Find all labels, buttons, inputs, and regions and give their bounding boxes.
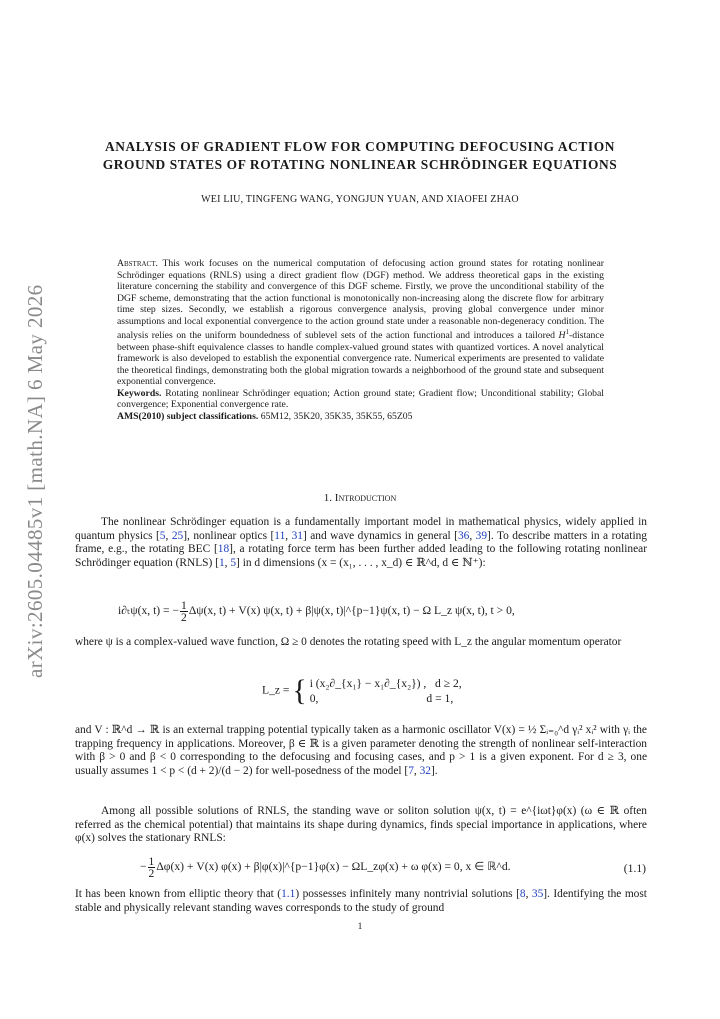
eq-lz-lhs: L_z = bbox=[262, 683, 290, 697]
ams-paragraph bbox=[117, 411, 604, 423]
section-number: 1. bbox=[323, 492, 333, 504]
abstract-block bbox=[117, 258, 604, 422]
paper-title bbox=[60, 138, 660, 174]
p1-text: , bbox=[224, 556, 231, 569]
abstract-text-2: -distance between phase-shift equivalence classes to handle complex-valued ground states with quantized vortices. A novel analytical framework is also developed to establish the exponential convergence rate. Numerical experiments are presented to validate the theoretical findings, demonstrating both the global migration towards a neighborhood of the ground state and subsequent exponential convergence. bbox=[117, 330, 604, 388]
cases-block bbox=[310, 676, 462, 706]
p5-text: , bbox=[525, 888, 532, 900]
citation-link[interactable]: 32 bbox=[419, 764, 431, 777]
p5-text: ) possesses infinitely many nontrivial solutions [ bbox=[295, 888, 520, 900]
case1-cond: d ≥ 2, bbox=[435, 677, 462, 690]
p1-text: , bbox=[285, 529, 292, 542]
eq-rnls-rhs: Δψ(x, t) + V(x) ψ(x, t) + β|ψ(x, t)|^{p−1}ψ(x, t) − Ω L_z ψ(x, t), t > 0, bbox=[188, 604, 515, 618]
eq-stat-rhs: Δφ(x) + V(x) φ(x) + β|φ(x)|^{p−1}φ(x) − ΩL_zφ(x) + ω φ(x) = 0, x ∈ ℝ^d. bbox=[156, 860, 511, 874]
citation-link[interactable]: 1 bbox=[218, 556, 225, 569]
case2-cond: d = 1, bbox=[426, 692, 454, 705]
intro-paragraph-2: where ψ is a complex-valued wave function, Ω ≥ 0 denotes the rotating speed with L_z the angular momentum operator bbox=[75, 636, 622, 648]
section-title: Introduction bbox=[334, 492, 397, 504]
equation-stationary bbox=[140, 856, 511, 879]
title-line-2: GROUND STATES OF ROTATING NONLINEAR SCHRÖDINGER EQUATIONS bbox=[102, 157, 618, 172]
fraction-half bbox=[148, 856, 156, 879]
abstract-text-1: This work focuses on the numerical computation of defocusing action ground states for rotating nonlinear Schrödinger equations (RNLS) using a direct gradient flow (DGF) method. We address theoretical gaps in the existing literature concerning the stability and convergence of this DGF scheme. Firstly, we prove the unconditional stability of the DGF scheme, demonstrating that the action functional is monotonically non-increasing along the discrete flow for arbitrary time step sizes. Secondly, we establish a rigorous convergence analysis, proving global convergence under minor assumptions and local exponential convergence to the action ground state under a reasonable non-degeneracy condition. The analysis relies on the uniform boundedness of sublevel sets of the action functional and introduces a tailored bbox=[117, 258, 605, 342]
citation-link[interactable]: 5 bbox=[230, 556, 237, 569]
p1-text: ] in d dimensions (x = (x₁, . . . , x_d) ∈ ℝ^d, d ∈ ℕ⁺): bbox=[236, 556, 486, 569]
citation-link[interactable]: 11 bbox=[274, 529, 286, 542]
abstract-math-h: H bbox=[558, 330, 566, 342]
abstract-math-sup: 1 bbox=[565, 328, 570, 336]
citation-link[interactable]: 35 bbox=[531, 888, 544, 900]
p1-text: ] and wave dynamics in general [ bbox=[302, 529, 458, 542]
equation-ref-link[interactable]: 1.1 bbox=[281, 888, 296, 900]
p1-text: The nonlinear Schrödinger equation is a fundamentally important model in mathematical physics, widely applied in quantum physics [ bbox=[75, 516, 647, 542]
ams-label: AMS(2010) subject classifications. bbox=[117, 410, 259, 422]
frac-den: 2 bbox=[181, 611, 187, 624]
p3-text: , bbox=[413, 764, 420, 777]
citation-link[interactable]: 31 bbox=[291, 529, 303, 542]
frac-den: 2 bbox=[148, 867, 155, 880]
frac-num: 1 bbox=[181, 599, 187, 612]
p3-text: and V : ℝ^d → ℝ is an external trapping potential typically taken as a harmonic oscillator V(x) = ½ Σᵢ₌₀^d γᵢ² xᵢ² with γᵢ the trapping frequency in applications. Moreover, β ∈ ℝ is a given parameter denoting the strength of nonlinear self-interaction with β > 0 and β < 0 corresponding to the defocusing and focusing cases, and p > 1 is a given exponent. For d ≥ 3, one usually assumes 1 < p < (d + 2)/(d − 2) for well-posedness of the model [ bbox=[75, 724, 647, 777]
p1-text: ], a rotating force term has been further added leading to the following rotating nonlinear Schrödinger equation (RNLS) [ bbox=[75, 543, 647, 569]
intro-paragraph-5 bbox=[75, 888, 647, 915]
section-heading bbox=[60, 492, 660, 504]
fraction-half bbox=[180, 600, 188, 623]
citation-link[interactable]: 39 bbox=[475, 529, 488, 542]
p3-text: ]. bbox=[430, 764, 438, 777]
frac-num: 1 bbox=[148, 855, 155, 868]
page-number: 1 bbox=[357, 922, 363, 932]
p1-text: ], nonlinear optics [ bbox=[183, 529, 275, 542]
abstract-paragraph bbox=[117, 258, 604, 388]
citation-link[interactable]: 25 bbox=[171, 529, 184, 542]
arxiv-stamp bbox=[14, 280, 54, 680]
ams-text: 65M12, 35K20, 35K35, 35K55, 65Z05 bbox=[260, 410, 413, 422]
p5-text: It has been known from elliptic theory that ( bbox=[75, 888, 282, 900]
equation-lz bbox=[262, 676, 462, 706]
intro-paragraph-4: Among all possible solutions of RNLS, the standing wave or soliton solution ψ(x, t) = e^{iωt}φ(x) (ω ∈ ℝ often referred as the chemical potential) that maintains its shape during dynamics, finds special importance in applications, where φ(x) solves the stationary RNLS: bbox=[75, 805, 647, 844]
case1-expr: i (x₂∂_{x₁} − x₁∂_{x₂}) , bbox=[309, 677, 427, 690]
keywords-paragraph bbox=[117, 388, 604, 411]
keywords-label: Keywords. bbox=[117, 387, 162, 399]
author-list: WEI LIU, TINGFENG WANG, YONGJUN YUAN, AND XIAOFEI ZHAO bbox=[201, 194, 519, 205]
citation-link[interactable]: 18 bbox=[217, 543, 230, 555]
intro-paragraph-3 bbox=[75, 724, 647, 778]
p1-text: ]. To describe matters in a rotating frame, e.g., the rotating BEC [ bbox=[75, 529, 648, 555]
equation-rnls bbox=[118, 600, 515, 623]
citation-link[interactable]: 5 bbox=[159, 529, 166, 542]
keywords-text: Rotating nonlinear Schrödinger equation; Action ground state; Gradient flow; Unconditional stability; Global convergence; Exponential convergence rate. bbox=[117, 387, 605, 411]
equation-number: (1.1) bbox=[623, 862, 646, 875]
p1-text: , bbox=[469, 529, 476, 542]
citation-link[interactable]: 8 bbox=[519, 888, 526, 900]
citation-link[interactable]: 7 bbox=[408, 764, 414, 777]
intro-paragraph-1 bbox=[75, 516, 647, 570]
eq-stat-lhs: − bbox=[140, 860, 147, 874]
case2-expr: 0, bbox=[309, 692, 319, 705]
left-brace: { bbox=[292, 674, 307, 707]
citation-link[interactable]: 36 bbox=[457, 529, 470, 542]
eq-rnls-lhs: i∂ₜψ(x, t) = − bbox=[118, 604, 180, 618]
arxiv-stamp-text: arXiv:2605.04485v1 [math.NA] 6 May 2026 bbox=[23, 284, 47, 678]
title-line-1: ANALYSIS OF GRADIENT FLOW FOR COMPUTING DEFOCUSING ACTION bbox=[104, 139, 615, 154]
abstract-label: Abstract. bbox=[117, 258, 158, 269]
p1-text: , bbox=[165, 529, 172, 542]
p5-text: ]. Identifying the most stable and physically relevant standing waves corresponds to the study of ground bbox=[75, 888, 647, 914]
